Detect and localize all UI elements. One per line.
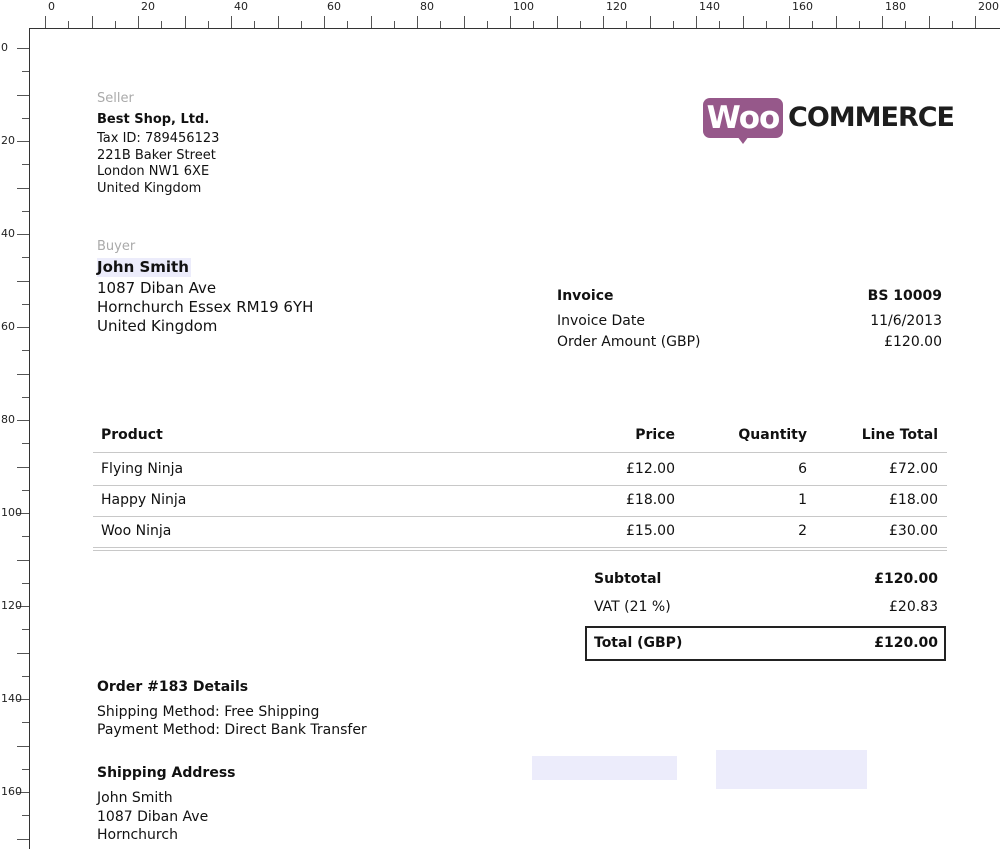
logo-speech-tail	[737, 136, 749, 144]
ruler-tick	[17, 839, 29, 840]
shipping-name: John Smith	[97, 790, 173, 806]
buyer-country: United Kingdom	[97, 317, 218, 335]
ruler-label: 80	[420, 0, 434, 13]
ruler-tick	[22, 350, 29, 351]
ruler-tick	[92, 16, 93, 28]
table-bottom-divider	[93, 547, 947, 548]
woocommerce-logo	[703, 96, 954, 146]
ruler-tick	[115, 21, 116, 28]
highlight-region	[716, 750, 867, 789]
ruler-tick	[789, 16, 790, 28]
ruler-label: 60	[327, 0, 341, 13]
ruler-tick	[17, 327, 29, 328]
ruler-label: 0	[48, 0, 55, 13]
table-bottom-divider	[93, 550, 947, 551]
ruler-tick	[905, 21, 906, 28]
ruler-tick	[580, 21, 581, 28]
ruler-tick	[17, 95, 29, 96]
row-1-line-total: £72.00	[889, 461, 938, 477]
ruler-tick	[859, 21, 860, 28]
seller-street: 221B Baker Street	[97, 148, 216, 163]
ruler-tick	[208, 21, 209, 28]
row-1-quantity: 6	[798, 461, 807, 477]
ruler-tick	[301, 21, 302, 28]
ruler-label: 40	[234, 0, 248, 13]
ruler-tick	[836, 16, 837, 28]
ruler-tick	[185, 16, 186, 28]
buyer-city: Hornchurch Essex RM19 6YH	[97, 298, 314, 316]
ruler-label: 60	[1, 320, 15, 333]
ruler-tick	[533, 21, 534, 28]
ruler-tick	[22, 722, 29, 723]
ruler-label: 140	[699, 0, 720, 13]
shipping-address-title: Shipping Address	[97, 765, 236, 781]
ruler-label: 200	[978, 0, 999, 13]
ruler-tick	[161, 21, 162, 28]
ruler-tick	[22, 211, 29, 212]
ruler-tick	[22, 71, 29, 72]
row-2-line-total: £18.00	[889, 492, 938, 508]
ruler-tick	[22, 629, 29, 630]
ruler-tick	[603, 16, 604, 28]
ruler-tick	[324, 16, 325, 28]
col-header-product: Product	[101, 427, 163, 443]
col-header-quantity: Quantity	[738, 427, 807, 443]
total-value: £120.00	[874, 635, 938, 651]
invoice-page	[30, 29, 1000, 849]
row-2-product: Happy Ninja	[101, 492, 187, 508]
ruler-tick	[417, 16, 418, 28]
ruler-label: 160	[1, 785, 22, 798]
ruler-tick	[347, 21, 348, 28]
ruler-tick	[440, 21, 441, 28]
ruler-tick	[22, 815, 29, 816]
row-3-product: Woo Ninja	[101, 523, 172, 539]
ruler-tick	[626, 21, 627, 28]
ruler-tick	[17, 560, 29, 561]
subtotal-value: £120.00	[874, 571, 938, 587]
ruler-tick	[17, 746, 29, 747]
ruler-tick	[22, 676, 29, 677]
ruler-label: 40	[1, 227, 15, 240]
ruler-tick	[882, 16, 883, 28]
vertical-ruler	[0, 28, 30, 849]
col-header-line-total: Line Total	[861, 427, 938, 443]
ruler-tick	[952, 21, 953, 28]
ruler-tick	[487, 21, 488, 28]
vat-value: £20.83	[889, 599, 938, 615]
ruler-label: 140	[1, 692, 22, 705]
ruler-tick	[17, 467, 29, 468]
ruler-tick	[22, 769, 29, 770]
row-divider	[93, 516, 947, 517]
ruler-tick	[138, 16, 139, 28]
ruler-tick	[17, 653, 29, 654]
ruler-tick	[22, 536, 29, 537]
invoice-number: BS 10009	[867, 288, 942, 304]
ruler-label: 80	[1, 413, 15, 426]
ruler-tick	[231, 16, 232, 28]
ruler-tick	[929, 16, 930, 28]
ruler-label: 120	[606, 0, 627, 13]
row-1-price: £12.00	[626, 461, 675, 477]
ruler-tick	[557, 16, 558, 28]
ruler-tick	[17, 420, 29, 421]
ruler-tick	[17, 374, 29, 375]
row-3-price: £15.00	[626, 523, 675, 539]
order-details-title: Order #183 Details	[97, 679, 249, 695]
ruler-tick	[22, 443, 29, 444]
logo-woo-badge: Woo	[703, 98, 783, 138]
invoice-label: Invoice	[557, 288, 614, 304]
ruler-tick	[45, 16, 46, 28]
seller-country: United Kingdom	[97, 181, 202, 196]
ruler-tick	[17, 48, 29, 49]
ruler-tick	[22, 490, 29, 491]
row-1-product: Flying Ninja	[101, 461, 184, 477]
ruler-tick	[22, 583, 29, 584]
buyer-street: 1087 Diban Ave	[97, 279, 217, 297]
horizontal-ruler	[0, 0, 1000, 29]
col-header-price: Price	[635, 427, 675, 443]
ruler-label: 20	[1, 134, 15, 147]
ruler-tick	[22, 257, 29, 258]
ruler-tick	[22, 304, 29, 305]
ruler-tick	[17, 141, 29, 142]
buyer-name: John Smith	[97, 258, 189, 276]
logo-commerce-text: COMMERCE	[788, 102, 954, 133]
buyer-heading: Buyer	[97, 239, 136, 254]
row-3-quantity: 2	[798, 523, 807, 539]
ruler-tick	[812, 21, 813, 28]
invoice-date-label: Invoice Date	[557, 313, 645, 329]
invoice-date: 11/6/2013	[870, 313, 942, 329]
ruler-tick	[464, 16, 465, 28]
ruler-tick	[22, 397, 29, 398]
ruler-tick	[68, 21, 69, 28]
ruler-tick	[254, 21, 255, 28]
shipping-city: Hornchurch	[97, 827, 178, 843]
ruler-tick	[17, 281, 29, 282]
ruler-label: 100	[1, 506, 22, 519]
payment-method: Payment Method: Direct Bank Transfer	[97, 722, 367, 738]
ruler-label: 120	[1, 599, 22, 612]
row-2-quantity: 1	[798, 492, 807, 508]
ruler-label: 0	[1, 41, 8, 54]
ruler-label: 160	[792, 0, 813, 13]
ruler-label: 100	[513, 0, 534, 13]
row-3-line-total: £30.00	[889, 523, 938, 539]
total-label: Total (GBP)	[594, 635, 683, 651]
ruler-tick	[510, 16, 511, 28]
vat-label: VAT (21 %)	[594, 599, 671, 615]
seller-city: London NW1 6XE	[97, 164, 210, 179]
shipping-method: Shipping Method: Free Shipping	[97, 704, 320, 720]
seller-name: Best Shop, Ltd.	[97, 112, 210, 127]
ruler-tick	[673, 21, 674, 28]
ruler-tick	[278, 16, 279, 28]
seller-tax-id: Tax ID: 789456123	[97, 131, 220, 146]
table-header-divider	[93, 452, 947, 453]
ruler-tick	[394, 21, 395, 28]
ruler-tick	[650, 16, 651, 28]
ruler-label: 180	[885, 0, 906, 13]
subtotal-label: Subtotal	[594, 571, 662, 587]
row-divider	[93, 485, 947, 486]
ruler-tick	[975, 16, 976, 28]
ruler-label: 20	[141, 0, 155, 13]
ruler-tick	[766, 21, 767, 28]
row-2-price: £18.00	[626, 492, 675, 508]
order-amount-label: Order Amount (GBP)	[557, 334, 701, 350]
seller-heading: Seller	[97, 91, 134, 106]
ruler-tick	[22, 118, 29, 119]
ruler-tick	[719, 21, 720, 28]
ruler-tick	[371, 16, 372, 28]
ruler-tick	[743, 16, 744, 28]
shipping-street: 1087 Diban Ave	[97, 809, 209, 825]
order-amount: £120.00	[884, 334, 942, 350]
ruler-tick	[22, 164, 29, 165]
ruler-tick	[696, 16, 697, 28]
ruler-tick	[17, 234, 29, 235]
ruler-tick	[17, 188, 29, 189]
highlight-region	[532, 756, 677, 780]
